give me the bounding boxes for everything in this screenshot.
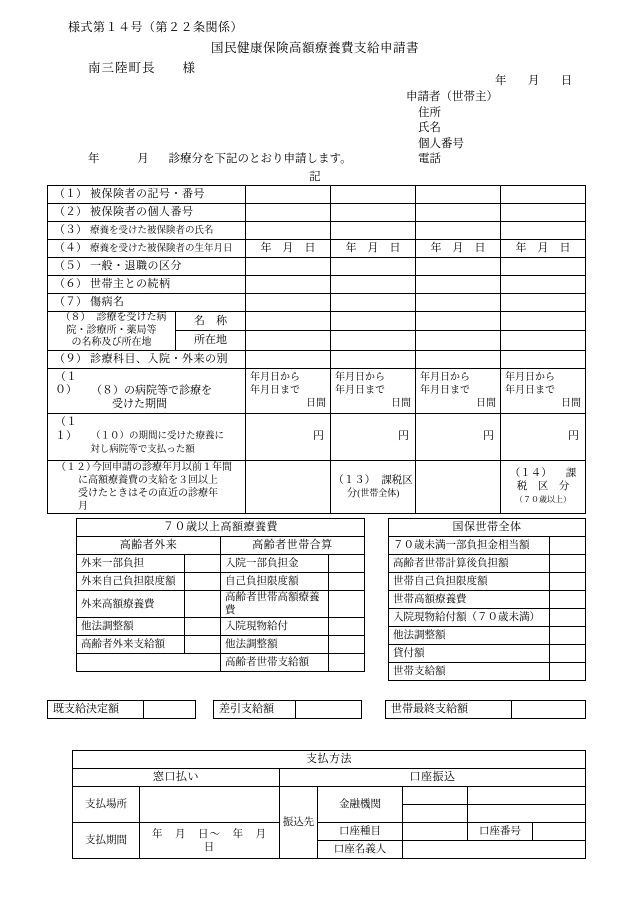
elderly-outpatient-label: 他法調整額 [77, 618, 185, 636]
table-row [77, 555, 365, 573]
treatment-period-cell[interactable] [416, 368, 501, 414]
row10-label-line2: 受けた期間 [112, 397, 167, 410]
row-value-cell[interactable] [416, 350, 501, 368]
apply-month-label: 月 [137, 153, 149, 165]
date-month-label: 月 [527, 75, 540, 87]
table-row [48, 276, 586, 294]
final-household-label: 世帯最終支給額 [386, 701, 512, 719]
row-value-cell[interactable] [501, 331, 586, 350]
applicant-block [406, 90, 498, 168]
row-text-6: 世帯主との続柄 [90, 278, 171, 290]
table-row [48, 186, 586, 204]
account-holder-label: 口座名義人 [318, 841, 403, 859]
table-row [48, 258, 586, 276]
yen-unit: 円 [313, 430, 324, 443]
elderly-outpatient-value[interactable] [185, 618, 221, 636]
row-text-9: 診療科目、入院・外来の別 [90, 352, 228, 365]
row-number-2: （２） [54, 206, 87, 218]
row13-value-cell[interactable] [416, 460, 501, 513]
birthdate-cell[interactable]: 年 月 日 [501, 240, 586, 258]
period-from: 年月日から [420, 372, 470, 384]
elderly-household-value[interactable] [329, 636, 365, 654]
row-value-cell[interactable] [416, 276, 501, 294]
payment-place-value[interactable] [140, 787, 280, 823]
row-value-cell[interactable] [246, 186, 331, 204]
account-number-label: 口座番号 [468, 823, 533, 841]
row-label-10 [48, 368, 246, 414]
row14-label-sub: （７０歳以上） [515, 495, 571, 504]
row12-label-line4: 月 [78, 500, 88, 512]
account-holder-value[interactable] [403, 841, 586, 859]
row-value-cell[interactable] [331, 276, 416, 294]
net-payment-value[interactable] [296, 701, 362, 719]
row12-label-line2: に高額療養費の支給を３回以上 [78, 474, 218, 486]
row-value-cell[interactable] [501, 350, 586, 368]
treatment-period-cell[interactable] [501, 368, 586, 414]
row-number-9: （９） [54, 352, 87, 365]
household-row-value[interactable] [550, 609, 586, 627]
row-value-cell[interactable] [246, 312, 331, 331]
table-row [77, 618, 365, 636]
table-row [48, 368, 586, 414]
elderly-household-label: 自己負担限度額 [221, 573, 329, 591]
row-number-13: （１３） [333, 474, 376, 486]
table-row [48, 204, 586, 222]
elderly-outpatient-label: 高齢者外来支給額 [77, 636, 185, 654]
row-number-7: （７） [54, 296, 87, 308]
paid-amount-cell[interactable] [501, 414, 586, 461]
net-payment-label: 差引支給額 [214, 701, 296, 719]
household-row-label: 世帯高額療養費 [389, 591, 550, 609]
household-row-label: 世帯支給額 [389, 663, 550, 681]
elderly-household-label: 高齢者世帯支給額 [221, 654, 329, 672]
household-row-value[interactable] [550, 555, 586, 573]
account-type-value[interactable] [403, 823, 468, 841]
elderly-outpatient-value[interactable] [185, 555, 221, 573]
elderly-outpatient-label: 外来高額療養費 [77, 591, 185, 618]
household-row-value[interactable] [550, 627, 586, 645]
row11-label-line1: （１０）の期間に受けた療養に [91, 431, 225, 442]
row-number-8: （８） [60, 312, 91, 323]
household-row-label: 世帯自己負担限度額 [389, 573, 550, 591]
row-value-cell[interactable] [331, 222, 416, 240]
payment-method-table [72, 750, 586, 859]
payment-method-title: 支払方法 [73, 751, 586, 769]
row-value-cell[interactable] [246, 350, 331, 368]
elderly-table-title: ７０歳以上高額療養費 [77, 519, 365, 537]
row-label-13 [331, 460, 416, 513]
elderly-outpatient-value[interactable] [185, 636, 221, 654]
elderly-household-value[interactable] [329, 573, 365, 591]
household-row-value[interactable] [550, 537, 586, 555]
yen-unit: 円 [568, 430, 579, 443]
final-household-payment-box [385, 700, 586, 719]
row-value-cell[interactable] [501, 276, 586, 294]
already-paid-amount-box [47, 700, 196, 719]
row-value-cell[interactable] [501, 258, 586, 276]
table-row [48, 414, 586, 461]
table-row [48, 240, 586, 258]
row-value-cell[interactable] [331, 350, 416, 368]
row-value-cell[interactable] [331, 331, 416, 350]
row-value-cell[interactable] [246, 294, 331, 312]
period-from: 年月日から [250, 372, 300, 384]
already-paid-label: 既支給決定額 [48, 701, 144, 719]
table-row [48, 460, 586, 513]
table-row [48, 222, 586, 240]
household-table-title: 国保世帯全体 [389, 519, 586, 537]
already-paid-value[interactable] [144, 701, 196, 719]
row8-label-line2: 院・診療所・薬局等 [66, 324, 157, 336]
form-number: 様式第１４号（第２２条関係） [68, 20, 244, 34]
elderly-household-label: 入院現物給付 [221, 618, 329, 636]
row-label-9 [48, 350, 246, 368]
row-number-1: （１） [54, 188, 87, 200]
row-value-cell[interactable] [246, 331, 331, 350]
elderly-household-label: 入院一部負担金 [221, 555, 329, 573]
row-value-cell[interactable] [501, 222, 586, 240]
row-value-cell[interactable] [331, 186, 416, 204]
table-row [73, 823, 586, 841]
submission-date-line [495, 72, 572, 88]
period-from: 年月日から [335, 372, 385, 384]
bank-code-value-lower[interactable] [403, 805, 468, 823]
row-value-cell[interactable] [416, 186, 501, 204]
counter-payment-header: 窓口払い [73, 769, 280, 787]
paid-amount-cell[interactable] [416, 414, 501, 461]
addressee: 南三陸町長 様 [88, 61, 197, 75]
elderly-outpatient-empty-cell [77, 654, 221, 672]
elderly-household-label: 他法調整額 [221, 636, 329, 654]
row-number-5: （５） [54, 260, 87, 272]
row14-label-line2: 税 区 分 [516, 481, 570, 492]
row-number-14: （１４） [509, 468, 552, 479]
row-label-2 [48, 204, 246, 222]
household-total-table [388, 518, 586, 681]
date-year-label: 年 [495, 75, 507, 87]
account-type-label: 口座種目 [318, 823, 403, 841]
row-text-7: 傷病名 [90, 296, 125, 308]
period-to: 年月日まで [250, 385, 300, 397]
table-row [389, 519, 586, 537]
period-days: 日間 [561, 398, 581, 410]
birthdate-cell[interactable]: 年 月 日 [416, 240, 501, 258]
payment-place-label: 支払場所 [73, 787, 140, 823]
row8-sub-label-address: 所在地 [176, 331, 246, 350]
table-row [389, 573, 586, 591]
address-label: 住所 [418, 106, 441, 119]
yen-unit: 円 [483, 430, 494, 443]
table-row [386, 701, 586, 719]
row-text-2: 被保険者の個人番号 [90, 206, 194, 218]
table-row [389, 555, 586, 573]
row8-label-line1: 診療を受けた病 [96, 312, 167, 323]
elderly-outpatient-label: 外来自己負担限度額 [77, 573, 185, 591]
my-number-label: 個人番号 [418, 137, 464, 150]
table-row [77, 636, 365, 654]
table-row [77, 573, 365, 591]
bank-code-value-upper[interactable] [403, 787, 468, 805]
date-day-label: 日 [560, 75, 573, 87]
row-value-cell[interactable] [416, 294, 501, 312]
row-number-6: （６） [54, 278, 87, 290]
table-row [48, 312, 586, 331]
row-label-7 [48, 294, 246, 312]
row-number-11: （１１） [55, 416, 77, 442]
period-days: 日間 [391, 398, 411, 410]
row-label-11 [48, 414, 246, 461]
name-label: 氏名 [418, 122, 441, 134]
birthdate-cell[interactable]: 年 月 日 [246, 240, 331, 258]
household-row-value[interactable] [550, 573, 586, 591]
table-row [73, 769, 586, 787]
applicant-label: 申請者（世帯主） [406, 91, 498, 103]
period-days: 日間 [476, 398, 496, 410]
row8-label-line3: の名称及び所在地 [71, 337, 152, 348]
paid-amount-cell[interactable] [331, 414, 416, 461]
row-text-1: 被保険者の記号・番号 [90, 188, 205, 200]
application-sentence [88, 150, 352, 166]
paid-amount-cell[interactable] [246, 414, 331, 461]
payment-period-label: 支払期間 [73, 823, 140, 859]
row-value-cell[interactable] [331, 312, 416, 331]
document-title: 国民健康保険高額療養費支給申請書 [210, 41, 419, 55]
bank-name-label: 金融機関 [318, 787, 403, 823]
main-information-table [47, 185, 586, 514]
row-text-3: 療養を受けた被保険者の氏名 [90, 225, 214, 236]
elderly-household-label: 高齢者世帯高額療養費 [221, 591, 329, 618]
table-row [48, 294, 586, 312]
row-value-cell[interactable] [331, 258, 416, 276]
elderly-outpatient-label: 外来一部負担 [77, 555, 185, 573]
row-value-cell[interactable] [331, 204, 416, 222]
row-value-cell[interactable] [416, 331, 501, 350]
table-row [73, 751, 586, 769]
treatment-period-cell[interactable] [331, 368, 416, 414]
row-number-12: （１２） [56, 461, 96, 473]
table-row [77, 654, 365, 672]
elderly-household-value[interactable] [329, 654, 365, 672]
table-row [389, 537, 586, 555]
row-label-14 [501, 460, 586, 513]
elderly-high-cost-table [76, 518, 365, 672]
row-value-cell[interactable] [246, 276, 331, 294]
bank-name-value-lower[interactable] [468, 805, 586, 823]
household-row-value[interactable] [550, 591, 586, 609]
ki-marker: 記 [309, 171, 321, 183]
table-row [389, 645, 586, 663]
row-value-cell[interactable] [501, 186, 586, 204]
bank-transfer-header: 口座振込 [280, 769, 586, 787]
table-row [77, 537, 365, 555]
household-row-value[interactable] [550, 645, 586, 663]
elderly-household-header: 高齢者世帯合算 [221, 537, 365, 555]
row-label-1 [48, 186, 246, 204]
row-label-12 [48, 460, 246, 513]
row-value-cell[interactable] [416, 204, 501, 222]
period-to: 年月日まで [505, 385, 555, 397]
household-row-label: 高齢者世帯計算後負担額 [389, 555, 550, 573]
row-text-5: 一般・退職の区分 [90, 260, 182, 272]
row-label-8 [48, 312, 176, 351]
row13-label-line2: 分 [346, 487, 358, 499]
yen-unit: 円 [398, 430, 409, 443]
period-from: 年月日から [505, 372, 555, 384]
period-to: 年月日まで [420, 385, 470, 397]
row10-label-line1: （８）の病院等で診療を [91, 384, 212, 396]
row12-value-cell[interactable] [246, 460, 331, 513]
elderly-outpatient-header: 高齢者外来 [77, 537, 221, 555]
row-label-6 [48, 276, 246, 294]
row14-label-line1: 課 [565, 468, 577, 479]
final-household-value[interactable] [512, 701, 586, 719]
birthdate-cell[interactable]: 年 月 日 [331, 240, 416, 258]
row11-label-line2: 対し病院等で支払った額 [90, 445, 195, 455]
row-value-cell[interactable] [416, 222, 501, 240]
table-row [389, 663, 586, 681]
household-row-value[interactable] [550, 663, 586, 681]
row-value-cell[interactable] [416, 312, 501, 331]
row13-label-line1: 課税区 [381, 474, 413, 486]
table-row [214, 701, 362, 719]
apply-year-label: 年 [88, 153, 100, 165]
row-number-3: （３） [54, 223, 87, 236]
row-value-cell[interactable] [416, 258, 501, 276]
row-value-cell[interactable] [246, 258, 331, 276]
row8-sub-label-name: 名 称 [176, 312, 246, 331]
row13-label-sub: (世帯全体) [357, 487, 400, 498]
row-label-3 [48, 222, 246, 240]
payment-period-value[interactable]: 年 月 日～ 年 月 日 [140, 823, 280, 859]
row-label-4 [48, 240, 246, 258]
household-row-label: ７０歳未満一部負担金相当額 [389, 537, 550, 555]
row-number-4: （４） [54, 241, 87, 254]
row-value-cell[interactable] [501, 294, 586, 312]
row-label-5 [48, 258, 246, 276]
table-row [389, 591, 586, 609]
row-value-cell[interactable] [331, 294, 416, 312]
period-days: 日間 [306, 398, 326, 410]
table-row [389, 609, 586, 627]
elderly-household-value[interactable] [329, 555, 365, 573]
elderly-household-value[interactable] [329, 618, 365, 636]
table-row [77, 591, 365, 618]
household-row-label: 他法調整額 [389, 627, 550, 645]
table-row [77, 519, 365, 537]
elderly-outpatient-value[interactable] [185, 573, 221, 591]
transfer-destination-label: 振込先 [280, 787, 318, 859]
treatment-period-cell[interactable] [246, 368, 331, 414]
row-value-cell[interactable] [501, 312, 586, 331]
household-row-label: 貸付額 [389, 645, 550, 663]
household-row-label: 入院現物給付額（７０歳未満） [389, 609, 550, 627]
elderly-outpatient-value[interactable] [185, 591, 221, 618]
row12-label-line3: 受けたときはその直近の診療年 [78, 487, 218, 499]
apply-sentence-text: 診療分を下記のとおり申請します。 [168, 153, 352, 165]
table-row [48, 350, 586, 368]
row12-label-line1: 今回申請の診療年月以前１年間 [92, 461, 232, 473]
elderly-household-value[interactable] [329, 591, 365, 618]
account-number-value[interactable] [533, 823, 586, 841]
row-value-cell[interactable] [246, 204, 331, 222]
row-value-cell[interactable] [246, 222, 331, 240]
table-row [389, 627, 586, 645]
phone-label: 電話 [418, 153, 441, 165]
table-row [48, 701, 196, 719]
row-number-10: （１０） [55, 370, 77, 396]
net-payment-amount-box [213, 700, 362, 719]
row-value-cell[interactable] [501, 204, 586, 222]
bank-name-value-upper[interactable] [468, 787, 586, 805]
table-row [73, 787, 586, 805]
period-to: 年月日まで [335, 385, 385, 397]
row-text-4: 療養を受けた被保険者の生年月日 [90, 243, 233, 254]
